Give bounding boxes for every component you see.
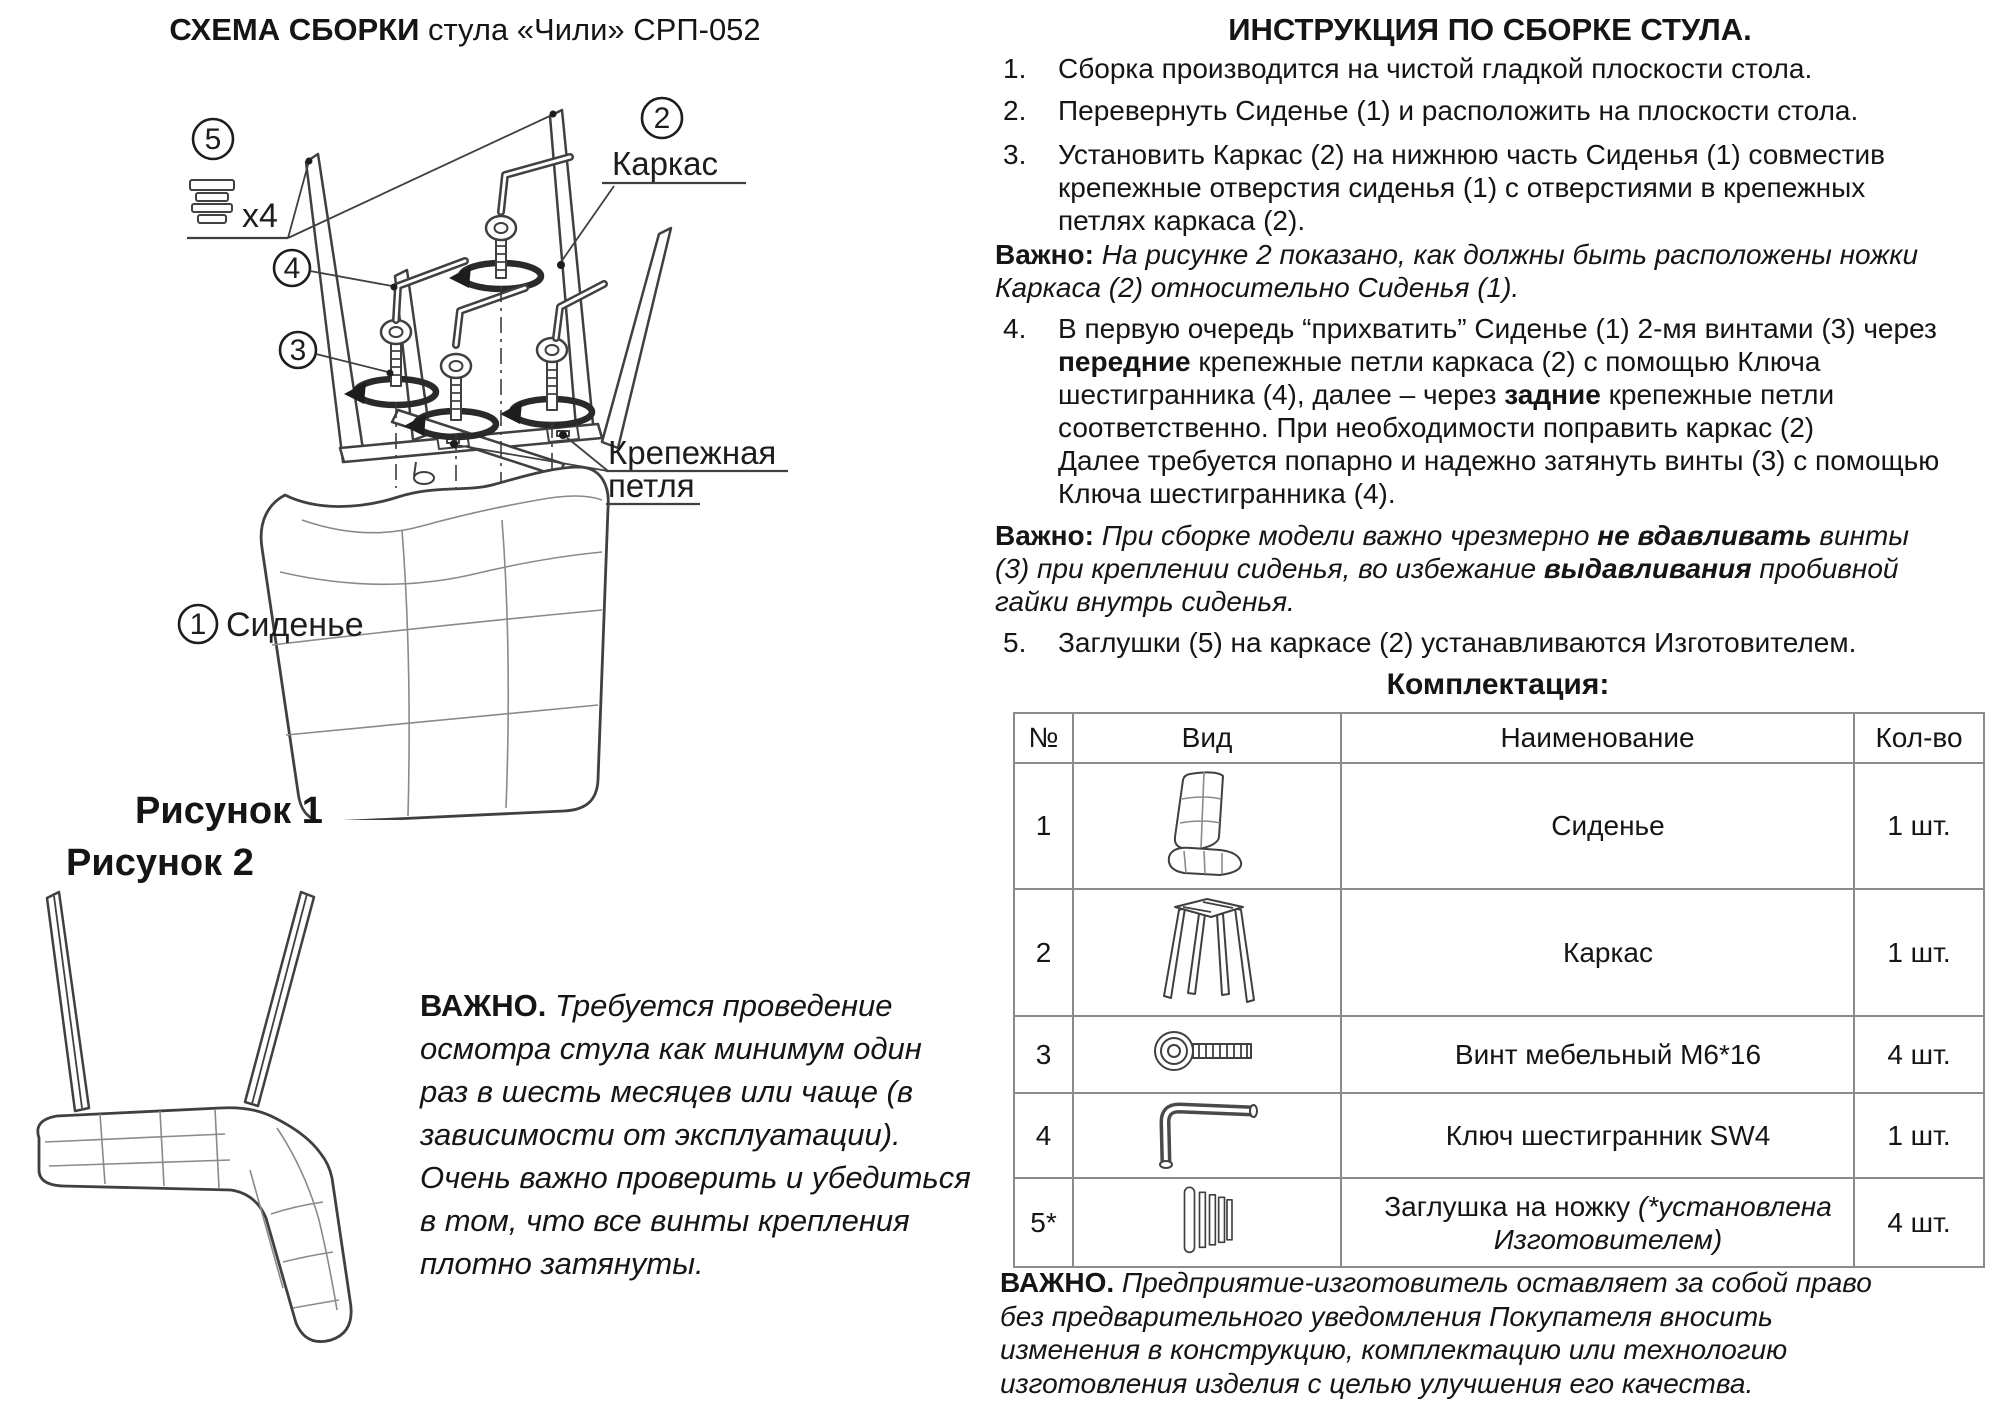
table-row-screw	[1014, 1016, 1984, 1093]
step3-number: 3.	[1003, 139, 1027, 170]
callout-1-number: 1	[189, 608, 207, 641]
part-qty: 1 шт.	[1854, 763, 1984, 889]
step3-text: Установить Каркас (2) на нижнюю часть Сиденья (1) совместив крепежные отверстия сиденья (1) с отверстиями в крепежных петлях каркаса (2).	[1058, 139, 1886, 236]
part-name: Ключ шестигранник SW4	[1341, 1093, 1854, 1178]
step1-number: 1.	[1003, 53, 1027, 84]
frame-label: Каркас	[612, 145, 718, 182]
figure2-caption: Рисунок 2	[66, 842, 254, 884]
part-view-cell	[1073, 763, 1341, 889]
column-header-qty: Кол-во	[1854, 713, 1984, 763]
figure2-legs	[47, 892, 314, 1111]
part-number: 1	[1014, 763, 1073, 889]
important1-label: Важно:	[995, 239, 1094, 270]
important2-label: Важно:	[995, 520, 1094, 551]
callout-5-number: 5	[204, 123, 222, 156]
column-header-name: Наименование	[1341, 713, 1854, 763]
step5-number: 5.	[1003, 627, 1027, 658]
part-qty: 1 шт.	[1854, 1093, 1984, 1178]
part-name: Заглушка на ножку (*установлена Изготовителем)	[1341, 1178, 1854, 1267]
part-name: Каркас	[1341, 889, 1854, 1016]
manufacturer-note-label: ВАЖНО.	[1000, 1267, 1115, 1298]
part-view-cell	[1073, 889, 1341, 1016]
note-line: в том, что все винты крепления	[420, 1203, 910, 1238]
part-qty: 1 шт.	[1854, 889, 1984, 1016]
note-line: осмотра стула как минимум один	[420, 1031, 922, 1066]
instructions-title: ИНСТРУКЦИЯ ПО СБОРКЕ СТУЛА.	[1228, 12, 1752, 47]
callout-2-number: 2	[653, 102, 671, 135]
part-qty: 4 шт.	[1854, 1016, 1984, 1093]
mounting-loop-label-line1: Крепежная	[608, 434, 777, 471]
note-line: Очень важно проверить и убедиться	[420, 1160, 971, 1195]
part-number: 5*	[1014, 1178, 1073, 1267]
table-row-seat	[1014, 763, 1984, 889]
part-number: 3	[1014, 1016, 1073, 1093]
figure1-caption: Рисунок 1	[135, 790, 323, 832]
note-line: ВАЖНО. Требуется проведение	[420, 988, 893, 1023]
callout-1-seat	[179, 605, 364, 644]
schema-title	[10, 12, 920, 48]
part-view-cell	[1073, 1016, 1341, 1093]
step2-number: 2.	[1003, 95, 1027, 126]
note-label: ВАЖНО.	[420, 988, 547, 1023]
hex-key-thumbnail-icon	[1151, 1094, 1263, 1170]
figure2-seat	[38, 1108, 351, 1342]
seat-label: Сиденье	[226, 606, 364, 644]
screw-icon	[486, 216, 516, 278]
note-line: раз в шесть месяцев или чаще (в	[420, 1074, 914, 1109]
leg-cap-thumbnail-icon	[1174, 1179, 1240, 1259]
parts-list-heading: Комплектация:	[1386, 668, 1610, 701]
part-name: Винт мебельный М6*16	[1341, 1016, 1854, 1093]
frame-thumbnail-icon	[1155, 890, 1260, 1008]
table-row-frame	[1014, 889, 1984, 1016]
table-row-leg-cap	[1014, 1178, 1984, 1267]
parts-table-header-row	[1014, 713, 1984, 763]
important-note-2: Важно: При сборке модели важно чрезмерно не вдавливать винты (3) при креплении сиденья, во избежание выдавливания пробивной гайки внутрь сиденья.	[995, 520, 1909, 617]
part-qty: 4 шт.	[1854, 1178, 1984, 1267]
figure1-assembly-diagram	[140, 80, 820, 820]
note-line: зависимости от эксплуатации).	[420, 1117, 901, 1152]
cap-quantity-label: x4	[242, 197, 278, 235]
callout-4-number: 4	[283, 252, 301, 285]
important-note-1: Важно: На рисунке 2 показано, как должны быть расположены ножки Каркаса (2) относительно Сиденья (1).	[995, 239, 1919, 303]
inspection-note	[420, 984, 1000, 1285]
part-name: Сиденье	[1341, 763, 1854, 889]
callout-2-frame	[557, 98, 746, 269]
part-number: 4	[1014, 1093, 1073, 1178]
part-view-cell	[1073, 1178, 1341, 1267]
step2-text: Перевернуть Сиденье (1) и расположить на плоскости стола.	[1058, 95, 1859, 126]
parts-table	[1013, 712, 1985, 1268]
column-header-number: №	[1014, 713, 1073, 763]
note-line: плотно затянуты.	[420, 1246, 704, 1281]
table-row-hex-key	[1014, 1093, 1984, 1178]
step4-text: В первую очередь “прихватить” Сиденье (1) 2-мя винтами (3) через передние крепежные петли каркаса (2) с помощью Ключа шестигранника (4), далее – через задние крепежные петли соответственно. При необходимости поправить каркас (2) Далее требуется попарно и надежно затянуть винты (3) с помощью Ключа шестигранника (4).	[1058, 313, 1940, 509]
seat-thumbnail-icon	[1160, 767, 1255, 879]
screw-thumbnail-icon	[1151, 1027, 1263, 1075]
callout-3-number: 3	[289, 334, 307, 367]
schema-title-bold: СХЕМА СБОРКИ	[169, 12, 420, 47]
part-number: 2	[1014, 889, 1073, 1016]
column-header-view: Вид	[1073, 713, 1341, 763]
step4-number: 4.	[1003, 313, 1027, 344]
leg-cap-icon	[190, 180, 234, 223]
manufacturer-note: ВАЖНО. Предприятие-изготовитель оставляет за собой право без предварительного уведомления Покупателя вносить изменения в конструкцию, комплектацию или технологию изготовления изделия с целью улучшения его качества.	[1000, 1267, 1872, 1399]
step1-text: Сборка производится на чистой гладкой плоскости стола.	[1058, 53, 1813, 84]
figure2-orientation-diagram	[25, 880, 405, 1400]
step5-text: Заглушки (5) на каркасе (2) устанавливаются Изготовителем.	[1058, 627, 1857, 658]
schema-title-rest: стула «Чили» СРП-052	[419, 12, 761, 47]
part-view-cell	[1073, 1093, 1341, 1178]
mounting-loop-label-line2: петля	[608, 467, 695, 504]
